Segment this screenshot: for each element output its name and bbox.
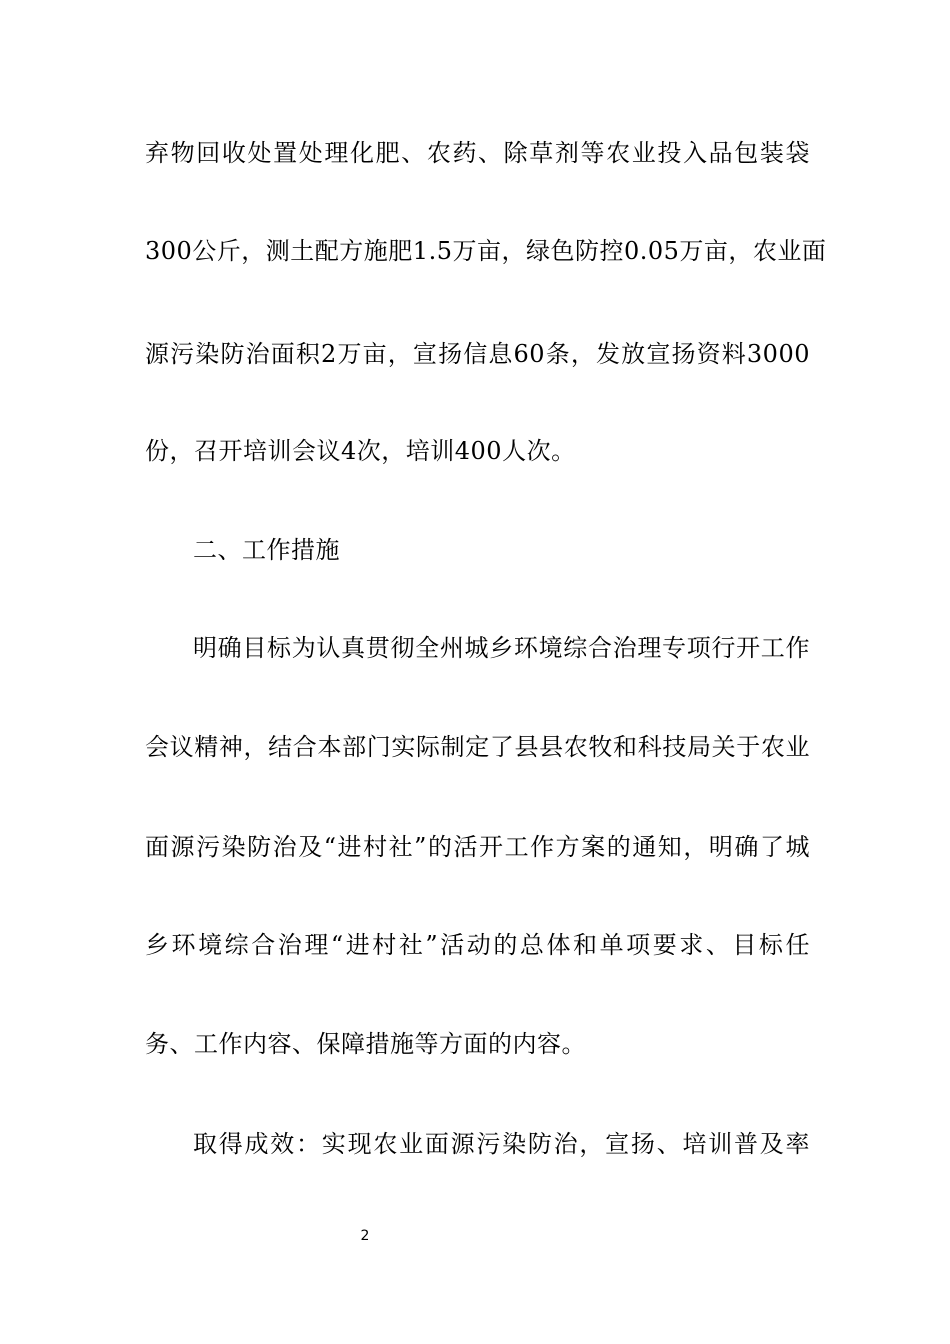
section-heading: 二、工作措施 [193,536,340,564]
text-line-7: 会议精神，结合本部门实际制定了县县农牧和科技局关于农业 [145,733,810,761]
text-line-4: 份，召开培训会议4次，培训400人次。 [145,437,576,465]
text-line-8: 面源污染防治及“进村社”的活开工作方案的通知，明确了城 [145,833,810,861]
text-line-9: 乡环境综合治理“进村社”活动的总体和单项要求、目标任 [145,931,810,959]
text-line-1: 弃物回收处置处理化肥、农药、除草剂等农业投入品包装袋 [145,139,810,167]
text-line-11: 取得成效：实现农业面源污染防治，宣扬、培训普及率 [193,1130,810,1158]
page-number: 2 [360,1228,370,1244]
text-line-3: 源污染防治面积2万亩，宣扬信息60条，发放宣扬资料3000 [145,340,810,368]
text-line-2: 300公斤，测土配方施肥1.5万亩，绿色防控0.05万亩，农业面 [145,237,827,265]
text-line-6: 明确目标为认真贯彻全州城乡环境综合治理专项行开工作 [193,634,810,662]
text-line-10: 务、工作内容、保障措施等方面的内容。 [145,1030,586,1058]
